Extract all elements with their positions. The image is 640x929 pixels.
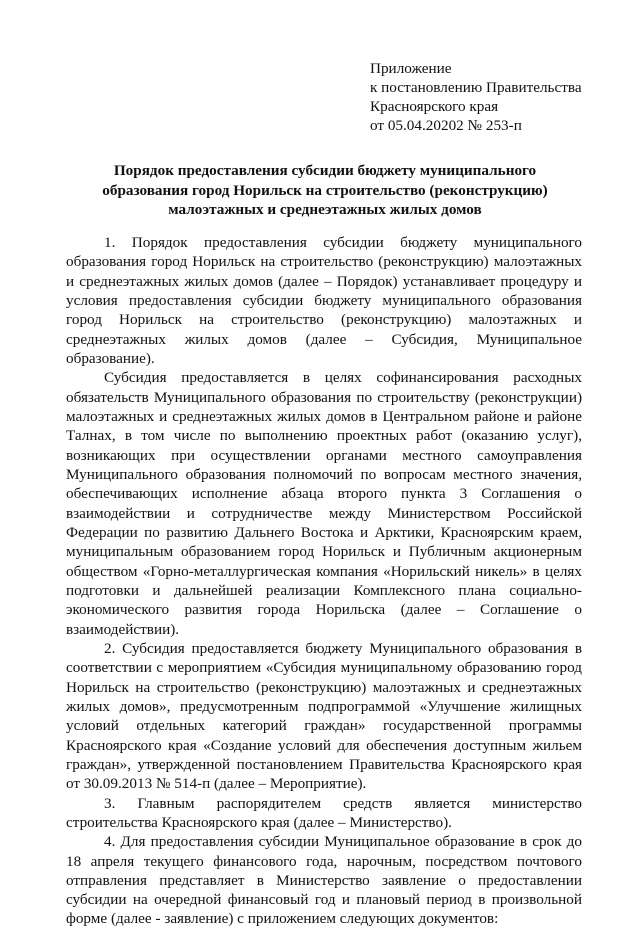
paragraph-2: Субсидия предоставляется в целях софинансирования расходных обязательств Муниципального образования по строительству (реконструкции) малоэтажных и среднеэтажных жилых домов в Центральном районе и районе Талнах, в том числе по выполнению проектных работ (оказанию услуг), возникающих при осуществлении органами местного самоуправления Муниципального образования полномочий по вопросам местного значения, обеспечивающих исполнение абзаца второго пункта 3 Соглашения о взаимодействии и сотрудничестве между Министерством Российской Федерации по развитию Дальнего Востока и Арктики, Красноярским краем, муниципальным образованием город Норильск и Публичным акционерным обществом «Горно-металлургическая компания «Норильский никель» в целях подготовки и дальнейшей реализации Комплексного плана социально-экономического развития города Норильска (далее – Соглашение о взаимодействии). bbox=[66, 369, 582, 638]
document-body bbox=[66, 233, 582, 929]
title-line-3: малоэтажных и среднеэтажных жилых домов bbox=[168, 201, 482, 218]
paragraph-3: 2. Субсидия предоставляется бюджету Муниципального образования в соответствии с мероприятием «Субсидия муниципальному образованию город Норильск на строительство (реконструкцию) малоэтажных и среднеэтажных жилых домов», предусмотренным подпрограммой «Улучшение жилищных условий отдельных категорий граждан» государственной программы Красноярского края «Создание условий для обеспечения доступным жильем граждан», утвержденной постановлением Правительства Красноярского края от 30.09.2013 № 514-п (далее – Мероприятие). bbox=[66, 639, 582, 793]
title-line-1: Порядок предоставления субсидии бюджету муниципального bbox=[113, 162, 537, 179]
appendix-date-number: от 05.04.20202 № 253-п bbox=[370, 117, 522, 134]
paragraph-5: 4. Для предоставления субсидии Муниципальное образование в срок до 18 апреля текущего финансового года, нарочным, посредством почтового отправления представляет в Министерство заявление о предоставлении субсидии на очередной финансовый год и плановый период в произвольной форме (далее - заявление) с приложением следующих документов: bbox=[66, 833, 582, 928]
appendix-label: Приложение bbox=[370, 60, 452, 77]
paragraph-4: 3. Главным распорядителем средств является министерство строительства Красноярского края (далее – Министерство). bbox=[66, 794, 582, 831]
appendix-block bbox=[370, 59, 630, 135]
document-title bbox=[70, 161, 580, 220]
title-line-2: образования город Норильск на строительство (реконструкцию) bbox=[102, 181, 548, 199]
appendix-reference: к постановлению Правительства bbox=[370, 79, 582, 96]
paragraph-1: 1. Порядок предоставления субсидии бюджету муниципального образования город Норильск на строительство (реконструкцию) малоэтажных и среднеэтажных жилых домов (далее – Порядок) устанавливает процедуру и условия предоставления субсидии бюджету муниципального образования город Норильск на строительство (реконструкцию) малоэтажных и среднеэтажных жилых домов (далее – Субсидия, Муниципальное образование). bbox=[66, 234, 582, 367]
appendix-region: Красноярского края bbox=[370, 98, 499, 115]
